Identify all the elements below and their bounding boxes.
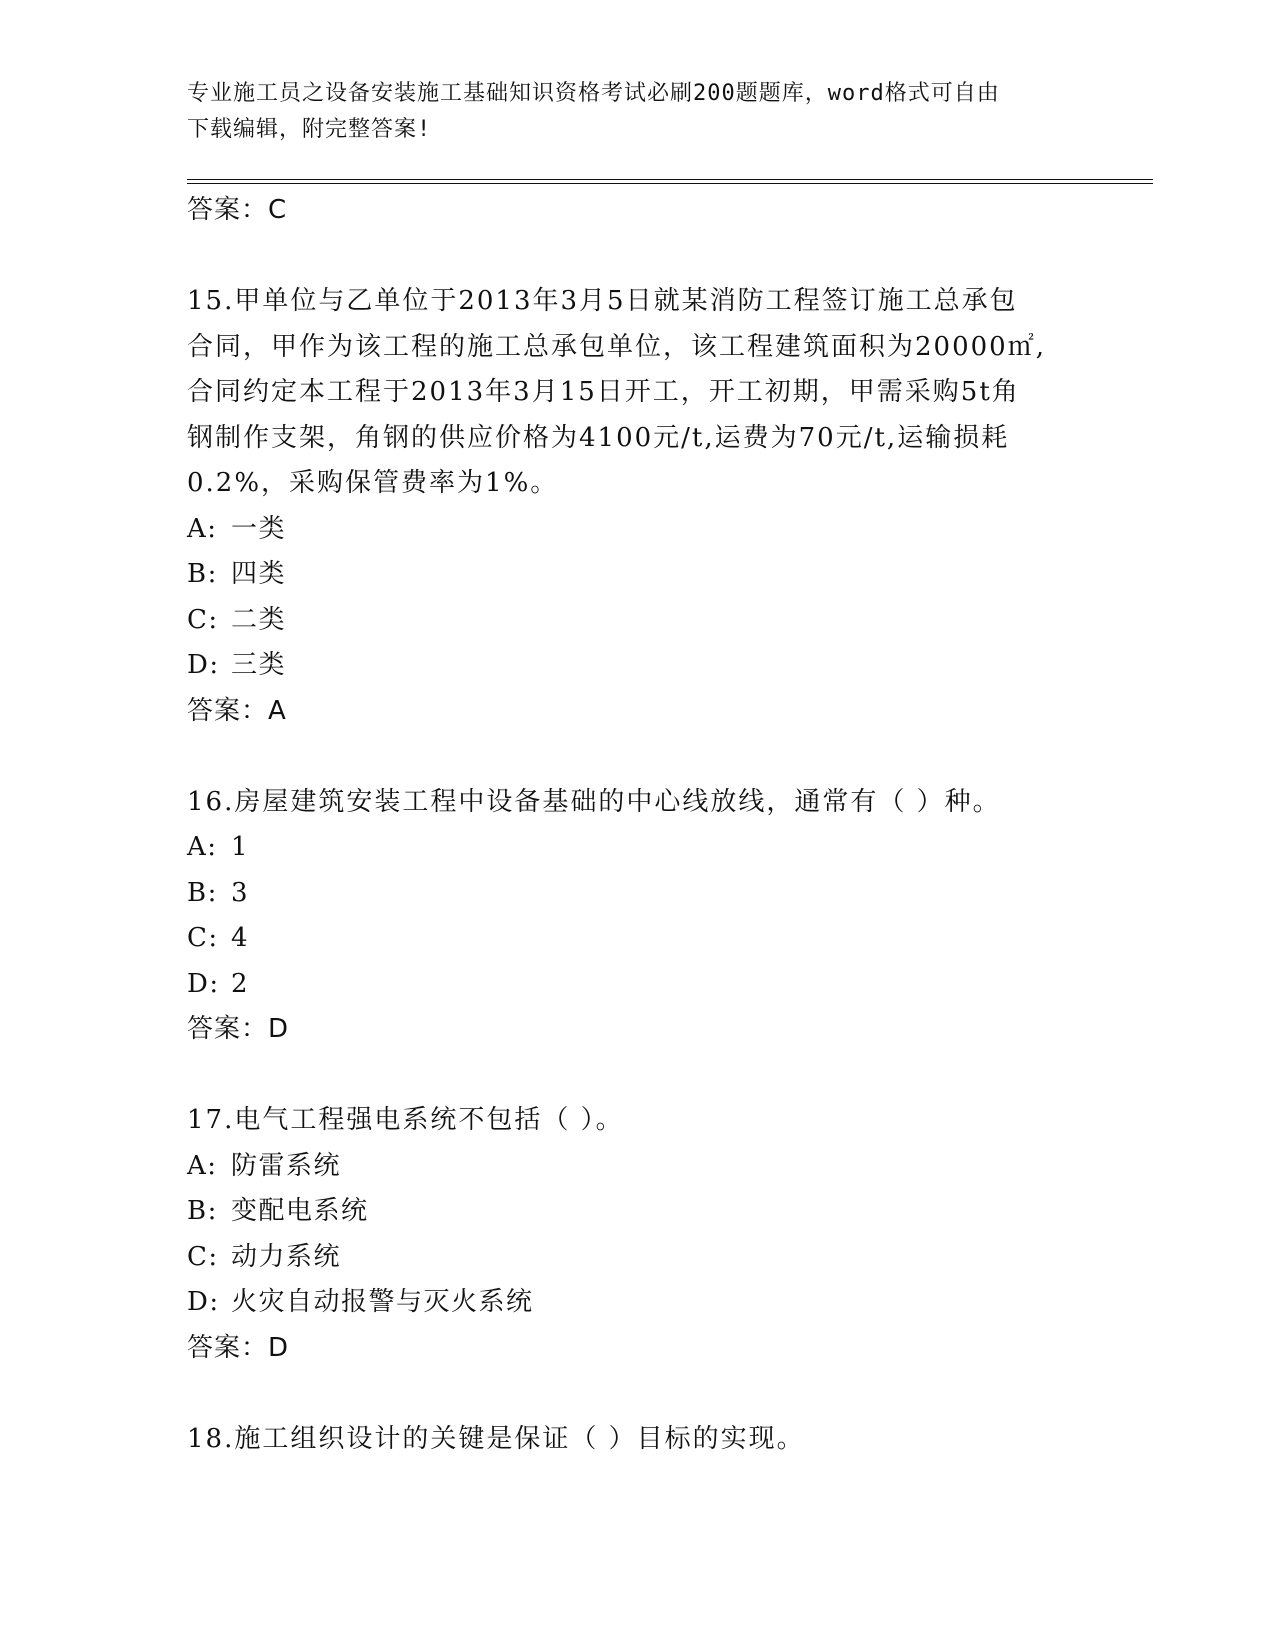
question-15-option-b (187, 552, 1087, 598)
document-header (187, 76, 1067, 148)
question-15-line-4: 钢制作支架，角钢的供应价格为4100元/t,运费为70元/t,运输损耗 (187, 422, 1010, 453)
option-key: C: (187, 923, 219, 953)
question-16-option-a (187, 825, 1087, 871)
option-text: 一类 (231, 513, 287, 544)
question-16-answer: 答案：D (187, 1014, 290, 1044)
option-key: B: (187, 1196, 218, 1226)
question-15-option-a (187, 507, 1087, 553)
question-block-16 (187, 780, 1087, 1053)
spacer (187, 234, 1087, 280)
previous-answer: 答案：C (187, 195, 288, 225)
question-17-answer: 答案：D (187, 1332, 290, 1363)
question-16-option-c (187, 916, 1087, 962)
question-block-18 (187, 1417, 1087, 1463)
header-line-1: 专业施工员之设备安装施工基础知识资格考试必刷200题题库，word格式可自由 (187, 81, 1000, 106)
spacer (187, 1371, 1087, 1417)
question-15-line-2: 合同，甲作为该工程的施工总承包单位，该工程建筑面积为20000㎡, (187, 331, 1046, 362)
option-key: A: (187, 832, 218, 862)
spacer (187, 1053, 1087, 1099)
question-16-line-1: 16.房屋建筑安装工程中设备基础的中心线放线，通常有（ ）种。 (187, 786, 1001, 817)
header-divider-top (187, 179, 1153, 180)
option-text: 变配电系统 (231, 1196, 369, 1226)
option-key: D: (187, 968, 220, 999)
question-17-option-a (187, 1144, 1087, 1190)
option-key: A: (187, 1150, 218, 1181)
question-18-line-1: 18.施工组织设计的关键是保证（ ）目标的实现。 (187, 1423, 805, 1454)
header-line-2: 下载编辑，附完整答案! (187, 117, 432, 142)
header-divider-bottom (187, 183, 1153, 184)
option-text: 4 (231, 923, 250, 953)
option-text: 火灾自动报警与灭火系统 (231, 1287, 534, 1317)
question-17-option-d (187, 1280, 1087, 1326)
question-17-line-1: 17.电气工程强电系统不包括（ ）。 (187, 1105, 624, 1135)
spacer (187, 734, 1087, 780)
option-key: D: (187, 650, 220, 680)
option-text: 1 (231, 832, 250, 862)
option-text: 动力系统 (231, 1241, 342, 1272)
option-text: 二类 (231, 604, 287, 635)
option-key: C: (187, 604, 219, 635)
question-block-17 (187, 1098, 1087, 1371)
option-text: 防雷系统 (231, 1150, 342, 1181)
question-17-option-c (187, 1235, 1087, 1281)
question-17-option-b (187, 1189, 1087, 1235)
question-16-option-b (187, 871, 1087, 917)
question-15-answer: 答案：A (187, 695, 287, 726)
option-key: D: (187, 1287, 220, 1317)
question-16-option-d (187, 962, 1087, 1008)
question-15-line-5: 0.2%，采购保管费率为1%。 (187, 468, 559, 498)
option-text: 三类 (231, 650, 287, 680)
question-15-line-1: 15.甲单位与乙单位于2013年3月5日就某消防工程签订施工总承包 (187, 286, 1018, 316)
question-block-15 (187, 279, 1087, 734)
option-text: 3 (231, 877, 250, 908)
question-15-option-d (187, 643, 1087, 689)
option-key: A: (187, 513, 218, 544)
option-key: C: (187, 1241, 219, 1272)
question-15-option-c (187, 598, 1087, 644)
option-key: B: (187, 877, 218, 908)
option-key: B: (187, 559, 218, 589)
question-15-line-3: 合同约定本工程于2013年3月15日开工，开工初期，甲需采购5t角 (187, 377, 1020, 407)
document-body (187, 188, 1087, 1462)
option-text: 四类 (231, 559, 287, 589)
option-text: 2 (231, 968, 250, 999)
